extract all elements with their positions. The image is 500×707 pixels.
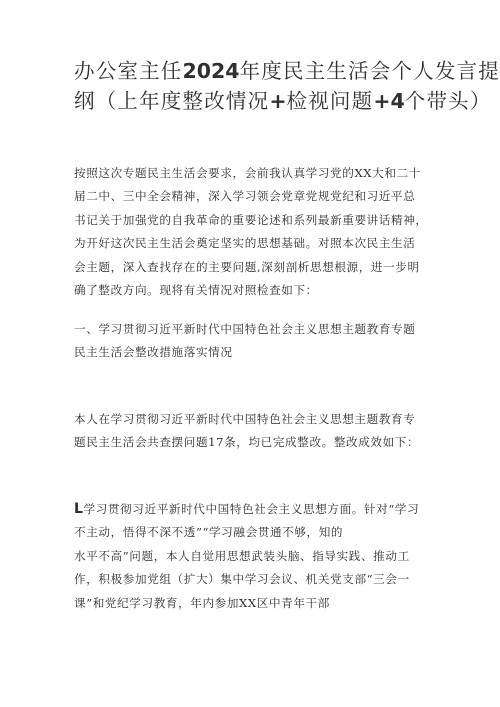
item-line: 作，积极参加党组（扩大）集中学习会议、机关党支部“三会一 <box>74 572 410 587</box>
item-number: L <box>74 501 84 517</box>
title-line-1: 办公室主任2024年度民主生活会个人发言提 <box>74 59 500 83</box>
item-line: 水平不高”问题，本人自觉用思想武装头脑、指导实践、推动工 <box>74 548 410 563</box>
intro-line: 确了整改方向。现将有关情况对照检查如下： <box>74 283 318 298</box>
item-line: 不主动，悟得不深不透”“学习融会贯通不够，知的 <box>74 525 344 540</box>
section-heading-line: 一、学习贯彻习近平新时代中国特色社会主义思想主题教育专题 <box>74 322 416 336</box>
section-heading-line: 民主生活会整改措施落实情况 <box>74 345 233 360</box>
title-line-2: 纲（上年度整改情况+检视问题+4个带头） <box>74 89 492 113</box>
intro-line: 届二中、三中全会精神，深入学习领会党章党规党纪和习近平总 <box>74 189 416 204</box>
intro-line: 按照这次专题民主生活会要求，会前我认真学习党的XX大和二十 <box>74 166 421 180</box>
item-line: 课”和党纪学习教育，年内参加XX区中青年干部 <box>74 595 330 610</box>
intro-line: 为开好这次民主生活会奠定坚实的思想基础。对照本次民主生活 <box>74 236 416 251</box>
intro-line: 书记关于加强党的自我革命的重要论述和系列最新重要讲话精神， <box>74 212 428 227</box>
section-heading <box>74 318 444 365</box>
intro-line: 会主题，深入查找存在的主要问题,深刻剖析思想根源，进一步明 <box>74 259 420 274</box>
summary-line: 本人在学习贯彻习近平新时代中国特色社会主义思想主题教育专 <box>74 412 416 426</box>
intro-paragraph <box>74 162 444 302</box>
summary-line: 题民主生活会共查摆问题17条，均已完成整改。整改成效如下： <box>74 435 420 450</box>
item-paragraph <box>74 498 444 615</box>
item-line-text: 学习贯彻习近平新时代中国特色社会主义思想方面。针对“学习 <box>83 502 420 516</box>
section-summary-paragraph <box>74 408 444 455</box>
document-title <box>74 56 500 116</box>
item-line <box>74 498 444 521</box>
